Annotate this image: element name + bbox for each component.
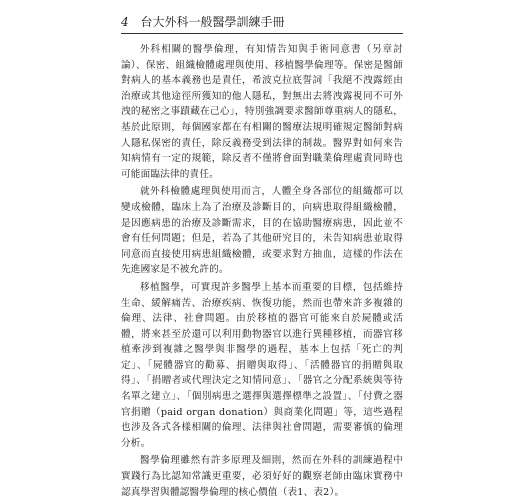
book-title: 台大外科一般醫學訓練手冊 <box>140 15 285 29</box>
paragraph-tissue-specimens: 就外科檢體處理與使用而言，人體全身各部位的組織都可以變成檢體，臨床上為了治療及診斷目的，向病患取得組織檢體，是因應病患的治療及診斷需求，目的在協助醫療病患，因此並不會有任何問題；但是，若為了其他研究目的，未告知病患並取得同意而直接使用病患組織檢體，或要求對方抽血，這樣的作法在先進國家是不被允許的。 <box>121 186 403 276</box>
header-rule <box>121 33 403 34</box>
page-number: 4 <box>121 15 129 29</box>
body-text <box>121 42 403 502</box>
running-header <box>121 12 403 32</box>
paragraph-transplant-ethics: 移植醫學，可實現許多醫學上基本而重要的目標，包括維持生命、緩解痛苦、治療疾病、恢復功能，然而也帶來許多複雜的倫理、法律、社會問題。由於移植的器官可能來自於屍體或活體，將來甚至於還可以利用動物器官以進行異種移植，而器官移植牽涉到複雜之醫學與非醫學的過程，基本上包括「死亡的判定」、「屍體器官的勸募、捐贈與取得」、「活體器官的捐贈與取得」、「捐贈者或代理決定之知情同意」、「器官之分配系統與等待名單之建立」、「個別病患之選擇與選擇標準之設置」、「付費之器官捐贈（paid organ donation）與商業化問題」等，這些過程也涉及各式各樣相關的倫理、法律與社會問題，需要審慎的倫理分析。 <box>121 281 403 449</box>
paragraph-conclusion: 醫學倫理雖然有許多原理及細則，然而在外科的訓練過程中實踐行為比認知常識更重要，必須好好的觀察老師由臨床實務中認真學習與體認醫學倫理的核心價值（表1、表2）。 <box>121 455 403 498</box>
paragraph-confidentiality: 外科相關的醫學倫理，有知情告知與手術同意書（另章討論）、保密、組織檢體處理與使用、移植醫學倫理等。保密是醫師對病人的基本義務也是責任，希波克拉底誓詞「我絕不洩露經由治療或其他途徑所獲知的他人隱私，對無出去將洩露視同不可外洩的秘密之事蹟藏在己心」，特別強調要求醫師尊重病人的隱私，基於此原則，每個國家都在有相關的醫療法規明確規定醫師對病人隱私保密的責任，除反義務受到法律的制裁。醫界對如何來告知病情有一定的規範，除反者不僅將會面對職業倫理處責同時也可能面臨法律的責任。 <box>121 44 403 180</box>
